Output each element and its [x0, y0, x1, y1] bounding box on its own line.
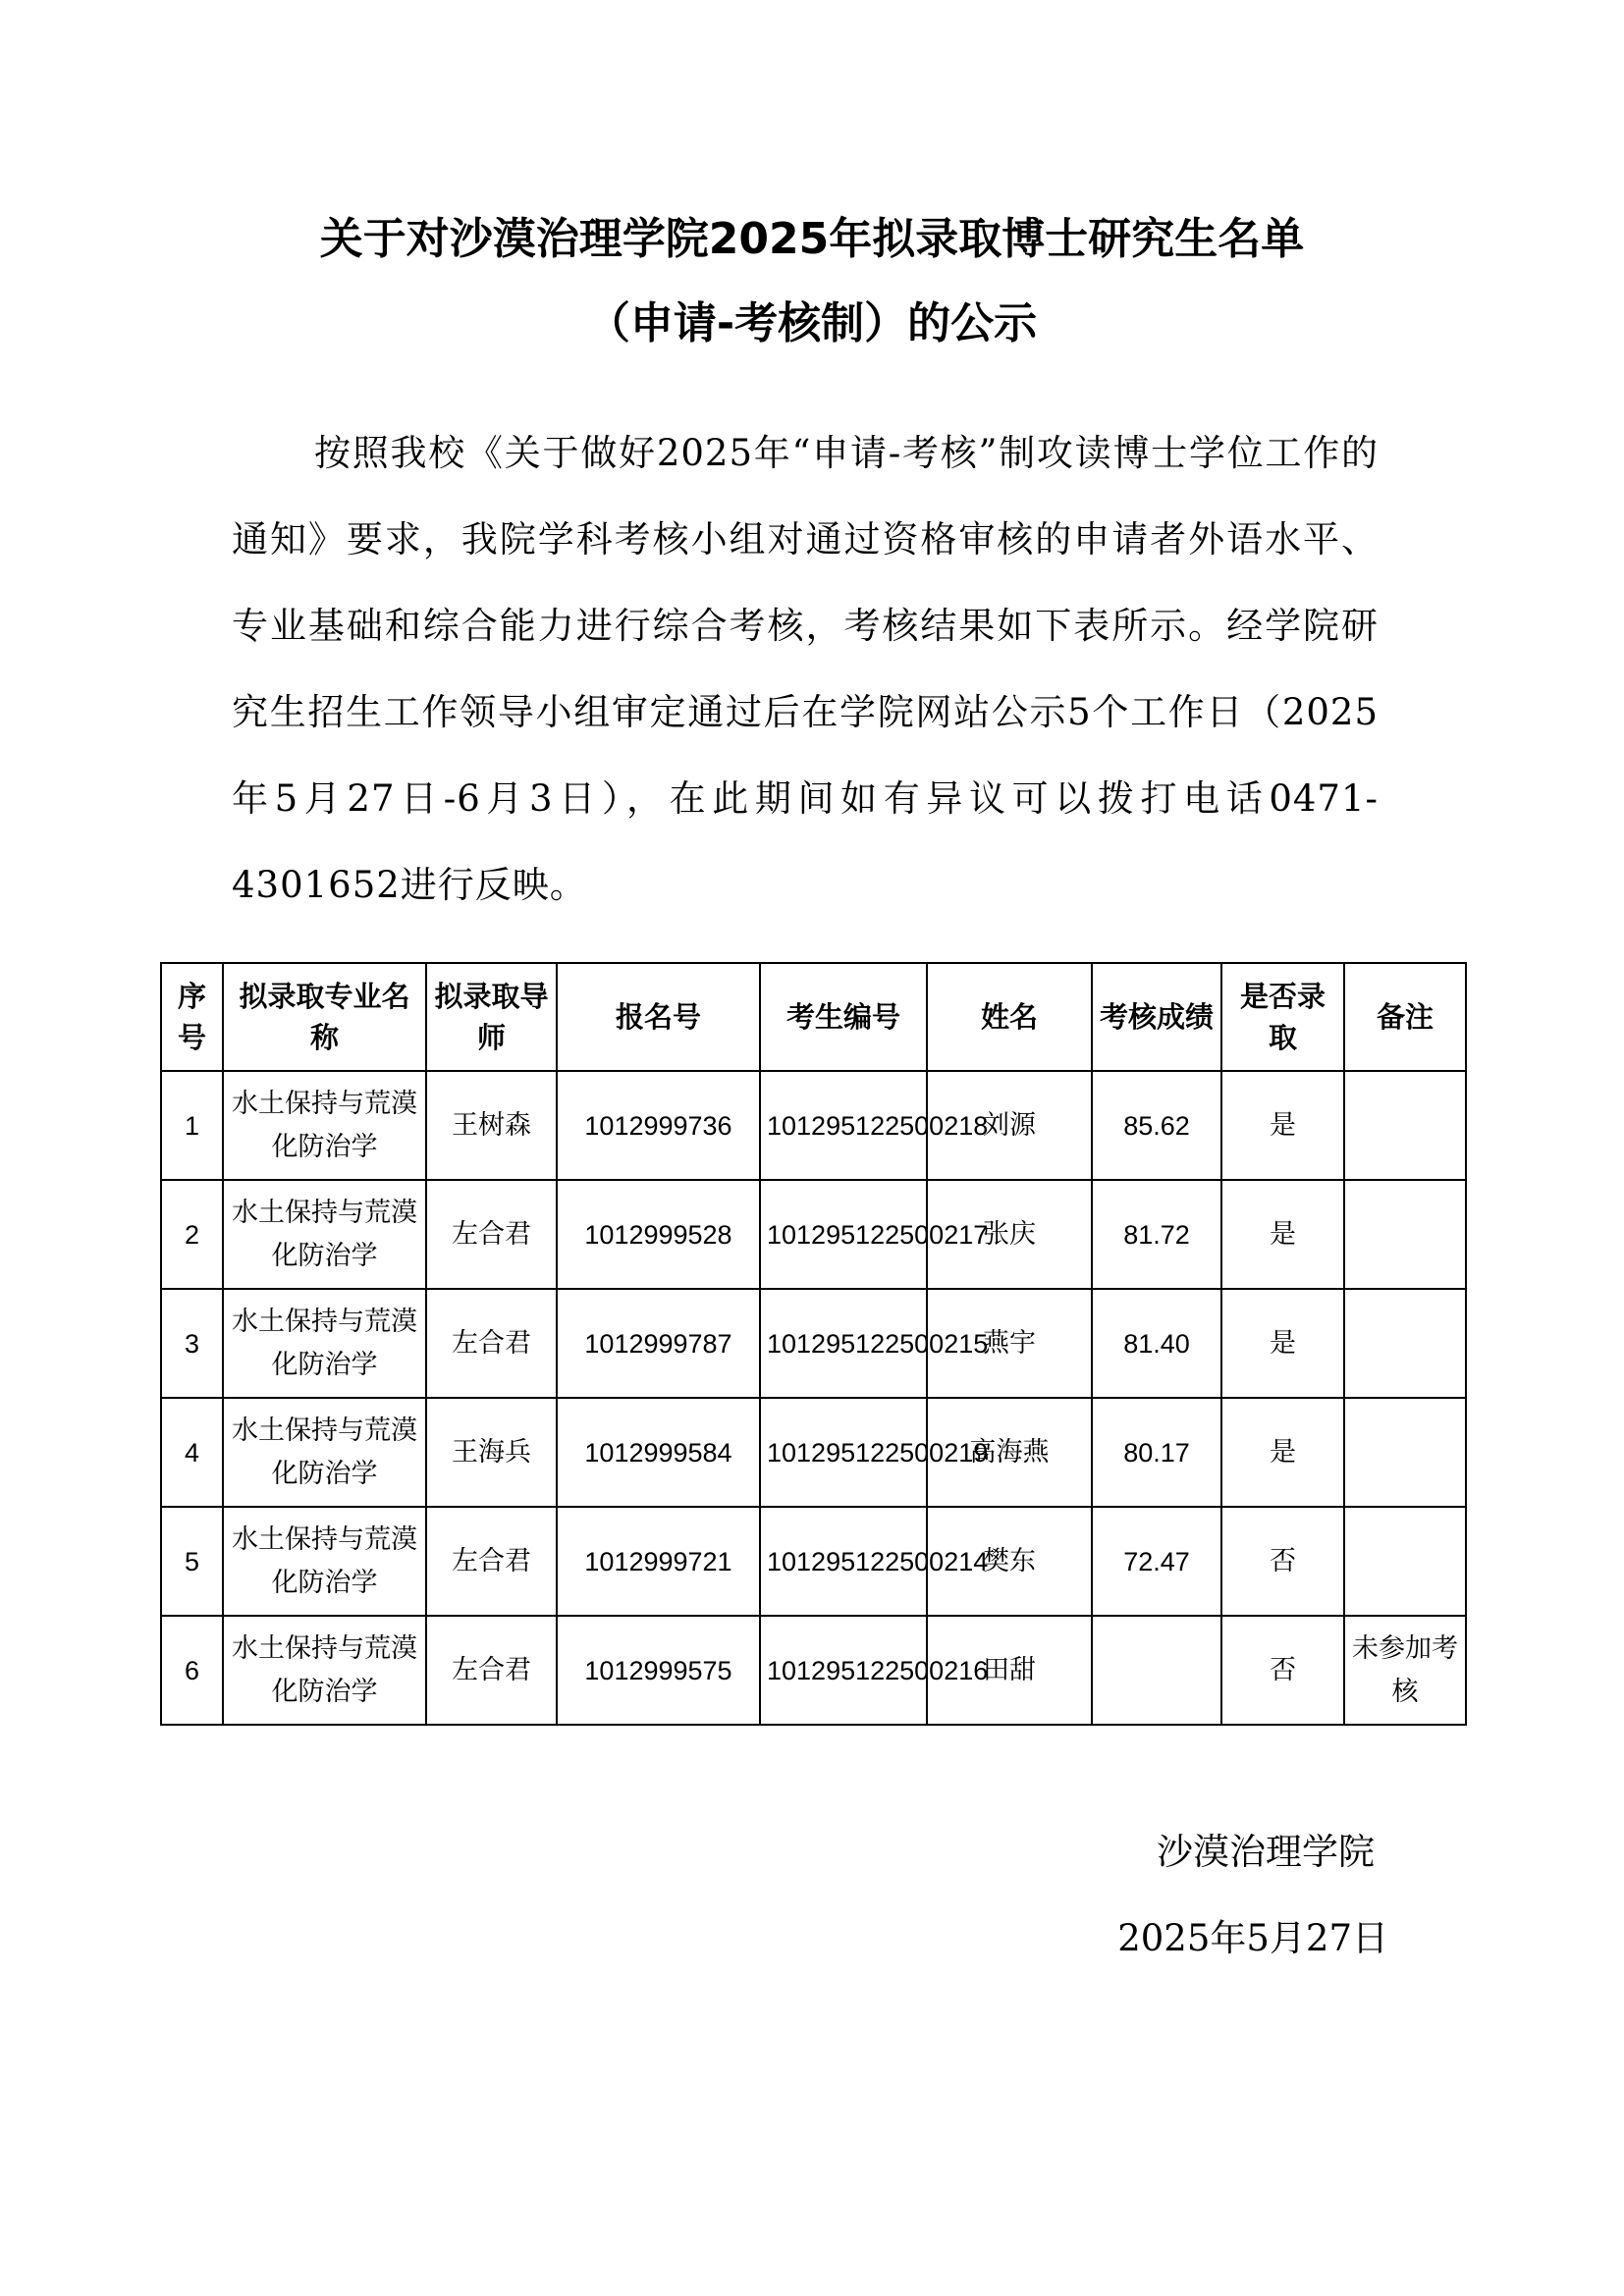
cell-supervisor: 左合君: [426, 1289, 557, 1398]
cell-admitted: 是: [1221, 1071, 1344, 1180]
cell-name: 田甜: [927, 1616, 1092, 1725]
cell-name: 刘源: [927, 1071, 1092, 1180]
cell-candidate-no: 101295122500215: [760, 1289, 927, 1398]
table-header-row: [161, 963, 1466, 1071]
cell-supervisor: 左合君: [426, 1616, 557, 1725]
cell-admitted: 否: [1221, 1616, 1344, 1725]
admission-table: [160, 962, 1467, 1726]
cell-major: 水土保持与荒漠化防治学: [223, 1071, 426, 1180]
header-score: 考核成绩: [1092, 963, 1221, 1071]
header-registration-no: 报名号: [557, 963, 760, 1071]
cell-seq: 4: [161, 1398, 223, 1507]
cell-admitted: 是: [1221, 1180, 1344, 1289]
cell-seq: 6: [161, 1616, 223, 1725]
header-major: 拟录取专业名称: [223, 963, 426, 1071]
notice-body: 按照我校《关于做好2025年“申请-考核”制攻读博士学位工作的通知》要求，我院学科考核小组对通过资格审核的申请者外语水平、专业基础和综合能力进行综合考核，考核结果如下表所示。经学院研究生招生工作领导小组审定通过后在学院网站公示5个工作日（2025年5月27日-6月3日），在此期间如有异议可以拨打电话0471-4301652进行反映。: [232, 432, 1379, 906]
cell-supervisor: 左合君: [426, 1507, 557, 1616]
cell-remarks: [1344, 1507, 1466, 1616]
cell-name: 樊东: [927, 1507, 1092, 1616]
cell-name: 张庆: [927, 1180, 1092, 1289]
cell-seq: 1: [161, 1071, 223, 1180]
header-admitted: 是否录取: [1221, 963, 1344, 1071]
table-row: [161, 1616, 1466, 1725]
cell-score: 80.17: [1092, 1398, 1221, 1507]
cell-candidate-no: 101295122500218: [760, 1071, 927, 1180]
cell-admitted: 否: [1221, 1507, 1344, 1616]
cell-remarks: [1344, 1180, 1466, 1289]
cell-remarks: 未参加考核: [1344, 1616, 1466, 1725]
cell-remarks: [1344, 1398, 1466, 1507]
cell-remarks: [1344, 1071, 1466, 1180]
header-remarks: 备注: [1344, 963, 1466, 1071]
cell-major: 水土保持与荒漠化防治学: [223, 1616, 426, 1725]
header-supervisor: 拟录取导师: [426, 963, 557, 1071]
document-title-line1: 关于对沙漠治理学院2025年拟录取博士研究生名单: [319, 214, 1305, 264]
cell-candidate-no: 101295122500216: [760, 1616, 927, 1725]
cell-registration-no: 1012999736: [557, 1071, 760, 1180]
cell-supervisor: 左合君: [426, 1180, 557, 1289]
cell-score: 81.72: [1092, 1180, 1221, 1289]
cell-score: 85.62: [1092, 1071, 1221, 1180]
cell-major: 水土保持与荒漠化防治学: [223, 1507, 426, 1616]
cell-name: 燕宇: [927, 1289, 1092, 1398]
cell-seq: 2: [161, 1180, 223, 1289]
cell-major: 水土保持与荒漠化防治学: [223, 1289, 426, 1398]
cell-remarks: [1344, 1289, 1466, 1398]
header-name: 姓名: [927, 963, 1092, 1071]
cell-registration-no: 1012999575: [557, 1616, 760, 1725]
cell-score: 81.40: [1092, 1289, 1221, 1398]
cell-major: 水土保持与荒漠化防治学: [223, 1180, 426, 1289]
cell-supervisor: 王树森: [426, 1071, 557, 1180]
cell-score: [1092, 1616, 1221, 1725]
cell-admitted: 是: [1221, 1289, 1344, 1398]
signature-date: 2025年5月27日: [1117, 1917, 1388, 1959]
document-title-line2: （申请-考核制）的公示: [586, 298, 1038, 348]
cell-candidate-no: 101295122500219: [760, 1398, 927, 1507]
header-seq: 序号: [161, 963, 223, 1071]
table-row: [161, 1398, 1466, 1507]
cell-major: 水土保持与荒漠化防治学: [223, 1398, 426, 1507]
table-row: [161, 1071, 1466, 1180]
header-candidate-no: 考生编号: [760, 963, 927, 1071]
cell-registration-no: 1012999721: [557, 1507, 760, 1616]
cell-score: 72.47: [1092, 1507, 1221, 1616]
cell-seq: 5: [161, 1507, 223, 1616]
cell-admitted: 是: [1221, 1398, 1344, 1507]
table-row: [161, 1289, 1466, 1398]
cell-registration-no: 1012999528: [557, 1180, 760, 1289]
table-row: [161, 1180, 1466, 1289]
signature-organization: 沙漠治理学院: [1157, 1831, 1375, 1873]
cell-name: 高海燕: [927, 1398, 1092, 1507]
cell-candidate-no: 101295122500217: [760, 1180, 927, 1289]
cell-seq: 3: [161, 1289, 223, 1398]
cell-supervisor: 王海兵: [426, 1398, 557, 1507]
table-row: [161, 1507, 1466, 1616]
cell-registration-no: 1012999584: [557, 1398, 760, 1507]
cell-candidate-no: 101295122500214: [760, 1507, 927, 1616]
cell-registration-no: 1012999787: [557, 1289, 760, 1398]
